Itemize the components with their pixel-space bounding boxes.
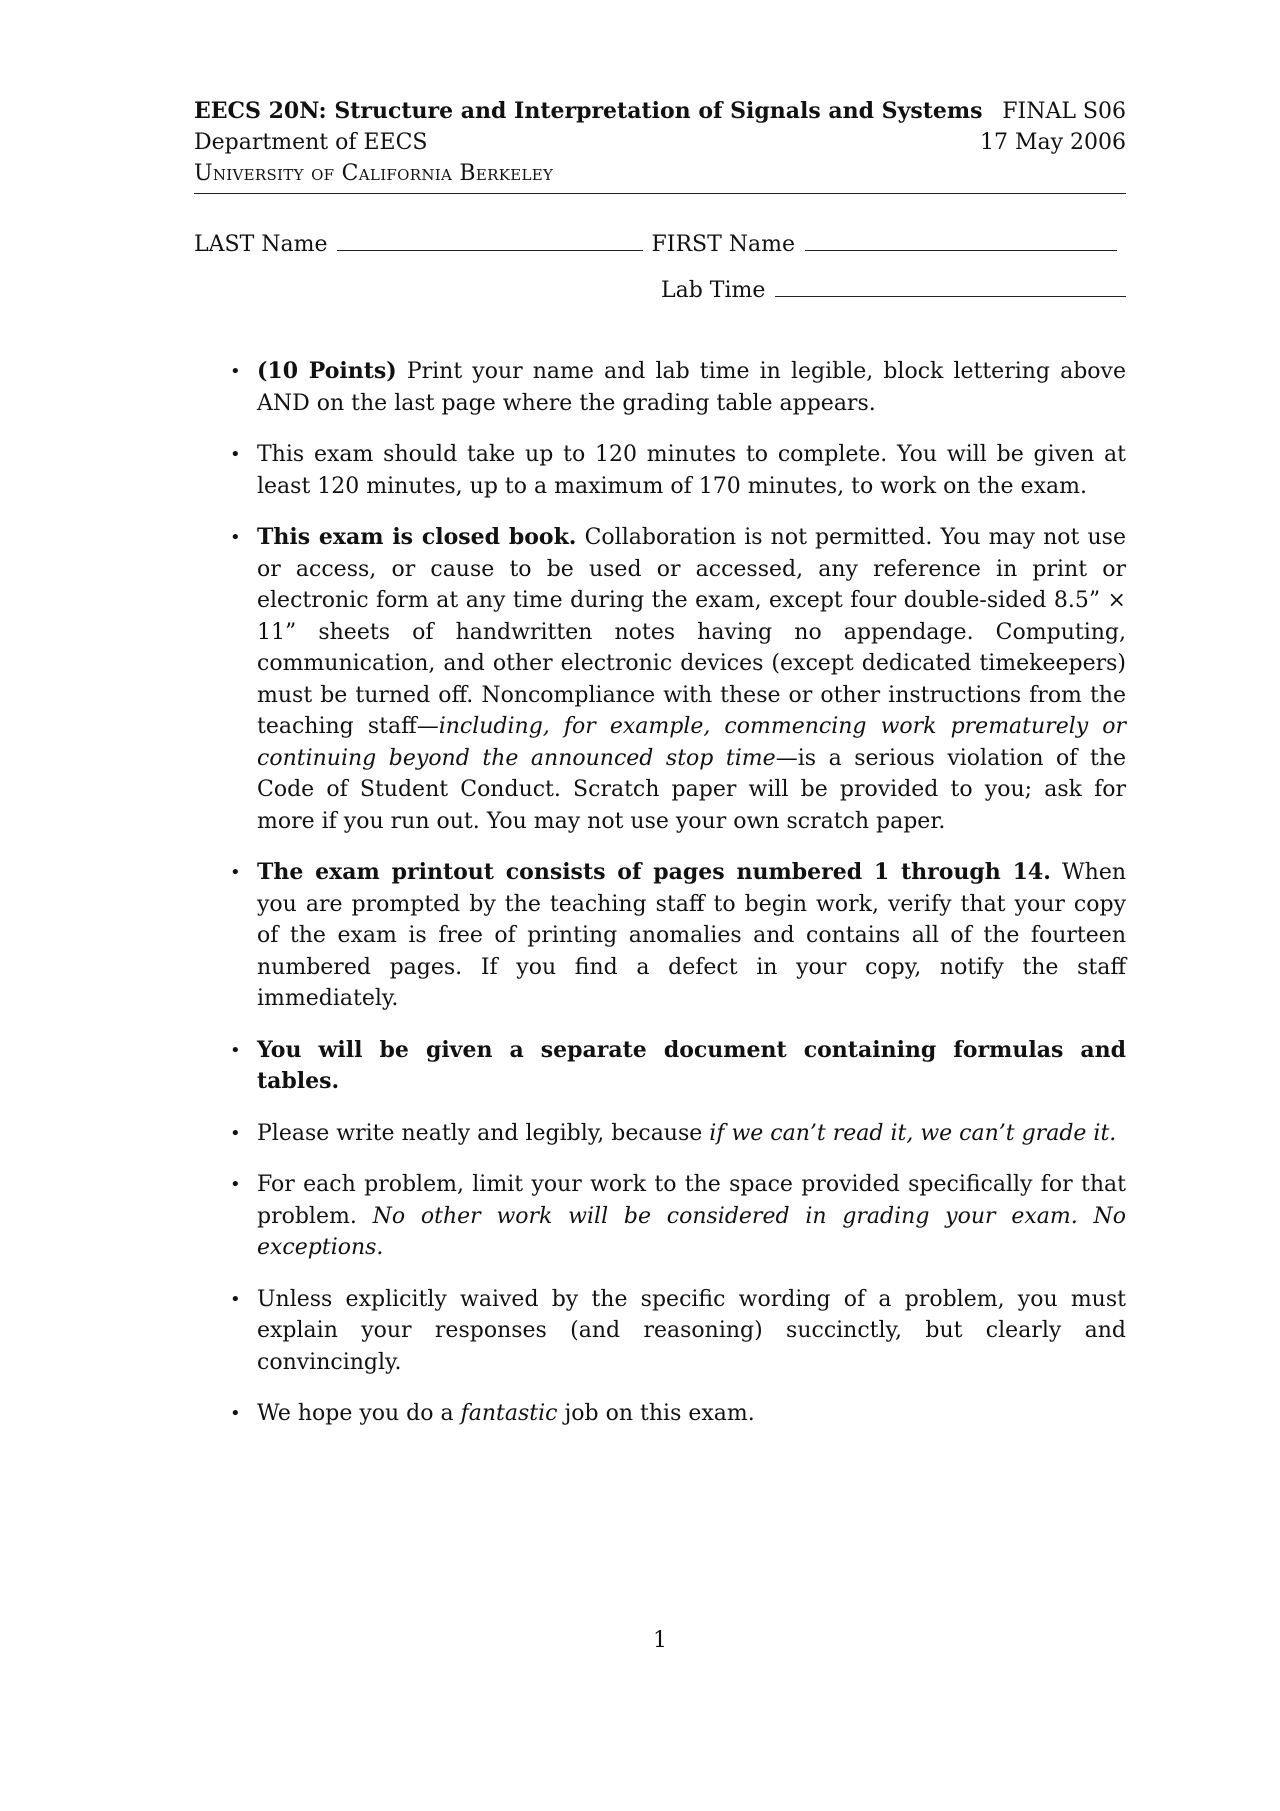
list-item [230,1398,1126,1430]
item-text: This exam should take up to 120 minutes to complete. You will be given at least 120 minutes, up to a maximum of 170 minutes, to work on the exam. [257,442,1126,499]
item-text: Collaboration is not permitted. You may not use or access, or cause to be used or accessed, any reference in print or electronic form at any time during the exam, except four double-sided 8.5” × 11” sheets of handwritten notes having no appendage. Computing, communication, and other electronic devices (except dedicated timekeepers) must be turned off. Noncompliance with these or other instructions from the teaching staff— [257,525,1126,739]
bullet-icon: • [230,527,241,548]
item-text: We hope you do a [257,1401,461,1426]
list-item [230,857,1126,1015]
item-bold-text: This exam is closed book. [257,524,577,550]
university: University of California Berkeley [194,161,554,186]
lab-time-row [194,278,1126,324]
last-name-field[interactable] [337,232,643,251]
lab-time-field[interactable] [775,278,1126,297]
last-name-label: LAST Name [194,232,328,257]
list-item [230,356,1126,419]
bullet-icon: • [230,444,241,465]
name-row [194,232,1126,278]
lab-time-label: Lab Time [661,278,766,303]
list-item [230,439,1126,502]
item-text: job on this exam. [557,1401,755,1426]
bullet-icon: • [230,1403,241,1424]
item-text: Please write neatly and legibly, because [257,1120,710,1146]
name-fields [194,232,1126,324]
item-text: When you are prompted by the teaching staff to begin work, verify that your copy of the exam is free of printing anomalies and contains all of the fourteen numbered pages. If you find a defect in your copy, notify the staff immediately. [257,860,1127,1011]
item-italic-text: fantastic [460,1401,558,1426]
item-text: —is a serious violation of the Code of Student Conduct. Scratch paper will be provided to you; ask for more if you run out. You may not use your own scratch paper. [257,745,1126,834]
bullet-icon: • [230,1288,241,1310]
list-item [230,1169,1126,1264]
list-item [230,1118,1126,1150]
exam-label: FINAL S06 [1002,99,1126,124]
first-name-label: FIRST Name [651,232,795,257]
item-bold-text: The exam printout consists of pages numbered 1 through 14. [257,859,1051,885]
list-item [230,522,1126,837]
item-italic-text: including, for example, commencing work prematurely or continuing beyond the announced stop time [257,714,1127,771]
course-title: EECS 20N: Structure and Interpretation of Signals and Systems [194,98,983,124]
bullet-icon: • [230,862,241,883]
first-name-field[interactable] [805,232,1117,251]
header-row-2 [194,127,1126,158]
header-row-1 [194,96,1126,127]
header-divider [194,193,1126,194]
item-italic-text: if we can’t read it, we can’t grade it. [709,1120,1117,1146]
bullet-icon: • [230,361,241,382]
item-bold-text: (10 Points) [257,358,397,384]
item-text: For each problem, limit your work to the space provided specifically for that problem. [257,1172,1126,1229]
bullet-icon: • [230,1174,241,1195]
exam-header [194,96,1126,194]
list-item [230,1035,1126,1098]
instructions-list [230,356,1126,1450]
item-bold-text: You will be given a separate document containing formulas and tables. [257,1036,1126,1094]
bullet-icon: • [230,1039,241,1061]
item-italic-text: No other work will be considered in grading your exam. No exceptions. [257,1203,1126,1260]
list-item [230,1284,1126,1379]
page-number: 1 [653,1628,667,1653]
department: Department of EECS [194,130,428,155]
item-text: Print your name and lab time in legible, block lettering above AND on the last page where the grading table appears. [257,359,1126,416]
item-text: Unless explicitly waived by the specific wording of a problem, you must explain your responses (and reasoning) succinctly, but clearly and convincingly. [257,1286,1126,1375]
exam-date: 17 May 2006 [979,130,1126,155]
bullet-icon: • [230,1122,241,1144]
